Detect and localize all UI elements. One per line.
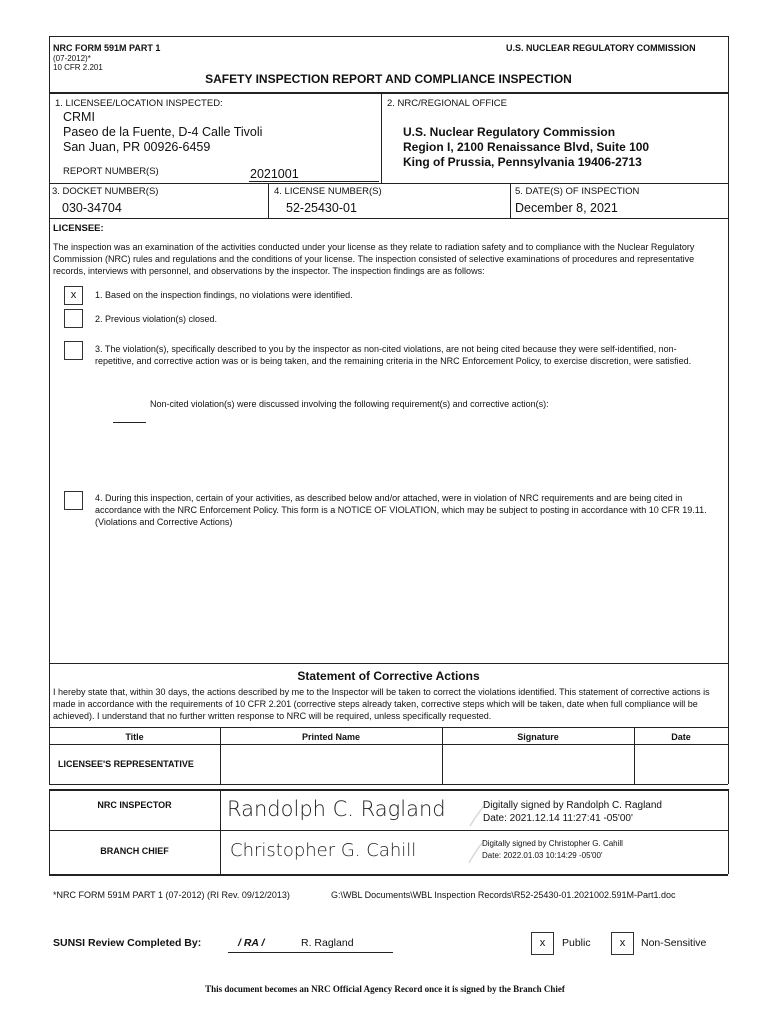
divider <box>249 181 379 182</box>
licensee-heading: LICENSEE: <box>53 223 104 234</box>
divider <box>510 183 511 218</box>
sunsi-reviewer-name: R. Ragland <box>301 937 354 949</box>
item-4-text: 4. During this inspection, certain of your activities, as described below and/or attached, were in violation of NRC requirements and are being cited in accordance with the NRC Enforcement Policy. This form is a NOTICE OF VIOLATION, which may be subject to posting in accordance with 10 CFR 19.11. (Violations and Corrective Actions) <box>95 493 707 527</box>
divider <box>220 789 221 874</box>
frame-right <box>728 36 729 784</box>
checkbox-public[interactable]: x <box>531 932 554 955</box>
divider <box>728 789 729 874</box>
frame-top <box>49 36 728 37</box>
dates-label: 5. DATE(S) OF INSPECTION <box>515 186 640 197</box>
inspector-signature-line2: Date: 2021.12.14 11:27:41 -05'00' <box>483 813 633 824</box>
divider <box>381 93 382 183</box>
divider <box>49 727 728 728</box>
chief-name: Christopher G. Cahill <box>230 840 417 861</box>
intro-paragraph: The inspection was an examination of the activities conducted under your license as they relate to radiation safety and to compliance with the Nuclear Regulatory Commission (NRC) rules and regulations and the conditions of your license. The inspection consisted of selective examinations of procedures and representative records, interviews with personnel, and observations by the inspector. The inspection findings are as follows: <box>53 242 695 276</box>
divider <box>49 663 728 664</box>
report-number: 2021001 <box>250 167 299 181</box>
checkbox-previous-closed[interactable] <box>64 309 83 328</box>
licensee-rep-label: LICENSEE'S REPRESENTATIVE <box>58 759 194 769</box>
item-3-text: 3. The violation(s), specifically described to you by the inspector as non-cited violations, are not being cited because they were self-identified, non-repetitive, and corrective action was or is being taken, and the remaining criteria in the NRC Enforcement Policy, to exercise discretion, were satisfied. <box>95 344 692 366</box>
form-rev: (07-2012)* <box>53 54 91 63</box>
checkbox-non-sensitive[interactable]: x <box>611 932 634 955</box>
inspection-date: December 8, 2021 <box>515 201 618 215</box>
divider <box>49 830 728 831</box>
office-line3: King of Prussia, Pennsylvania 19406-2713 <box>403 155 642 169</box>
col-title: Title <box>125 732 144 742</box>
inspector-name: Randolph C. Ragland <box>227 797 446 821</box>
blank-line <box>113 422 146 423</box>
chief-signature-line2: Date: 2022.01.03 10:14:29 -05'00' <box>482 851 603 860</box>
noncited-text: Non-cited violation(s) were discussed involving the following requirement(s) and corrective action(s): <box>150 399 549 409</box>
chief-signature-line1: Digitally signed by Christopher G. Cahill <box>482 839 623 848</box>
checkbox-violations-cited[interactable] <box>64 491 83 510</box>
office-line2: Region I, 2100 Renaissance Blvd, Suite 100 <box>403 140 650 154</box>
docket-label: 3. DOCKET NUMBER(S) <box>52 186 159 197</box>
divider <box>49 218 728 219</box>
col-date: Date <box>671 732 691 742</box>
licensee-address2: San Juan, PR 00926-6459 <box>63 140 211 154</box>
form-cfr: 10 CFR 2.201 <box>53 63 103 72</box>
divider <box>49 874 728 876</box>
branch-chief-label: BRANCH CHIEF <box>100 846 169 856</box>
licensee-name: CRMI <box>63 110 95 124</box>
office-label: 2. NRC/REGIONAL OFFICE <box>387 98 507 109</box>
report-number-label: REPORT NUMBER(S) <box>63 166 159 177</box>
license-label: 4. LICENSE NUMBER(S) <box>274 186 382 197</box>
col-signature: Signature <box>517 732 559 742</box>
public-label: Public <box>562 937 591 949</box>
checkbox-no-violations[interactable]: x <box>64 286 83 305</box>
item-2-text: 2. Previous violation(s) closed. <box>95 314 218 324</box>
agency-name: U.S. NUCLEAR REGULATORY COMMISSION <box>506 43 696 53</box>
sunsi-ra: / RA / <box>238 937 265 949</box>
document-path: G:\WBL Documents\WBL Inspection Records\R52-25430-01.2021002.591M-Part1.doc <box>331 890 676 900</box>
licensee-label: 1. LICENSEE/LOCATION INSPECTED: <box>55 98 223 109</box>
divider <box>268 183 269 218</box>
office-line1: U.S. Nuclear Regulatory Commission <box>403 125 616 139</box>
item-1-text: 1. Based on the inspection findings, no violations were identified. <box>95 290 353 300</box>
statement-text: I hereby state that, within 30 days, the actions described by me to the Inspector will be taken to correct the violations identified. This statement of corrective actions is made in accordance with the requirements of 10 CFR 2.201 (corrective steps already taken, corrective steps which will be taken, date when full compliance will be achieved). I understand that no further written response to NRC will be required, unless specifically requested. <box>53 687 710 721</box>
statement-title: Statement of Corrective Actions <box>297 669 480 683</box>
col-printed-name: Printed Name <box>301 732 361 742</box>
page-title: SAFETY INSPECTION REPORT AND COMPLIANCE INSPECTION <box>205 72 572 86</box>
license-number: 52-25430-01 <box>286 201 357 215</box>
form-name: NRC FORM 591M PART 1 <box>53 43 161 53</box>
divider <box>49 784 728 785</box>
divider <box>49 789 728 791</box>
signature-line <box>228 952 393 953</box>
sunsi-label: SUNSI Review Completed By: <box>53 937 202 949</box>
nrc-inspector-label: NRC INSPECTOR <box>97 800 172 810</box>
non-sensitive-label: Non-Sensitive <box>641 937 707 949</box>
divider <box>49 92 728 94</box>
official-record-note: This document becomes an NRC Official Agency Record once it is signed by the Branch Chief <box>205 984 565 994</box>
divider <box>49 183 728 184</box>
docket-number: 030-34704 <box>62 201 122 215</box>
inspector-signature-line1: Digitally signed by Randolph C. Ragland <box>483 800 662 811</box>
form-revision-note: *NRC FORM 591M PART 1 (07-2012) (RI Rev. 09/12/2013) <box>53 890 290 900</box>
checkbox-non-cited[interactable] <box>64 341 83 360</box>
licensee-address1: Paseo de la Fuente, D-4 Calle Tivoli <box>63 125 263 139</box>
divider <box>49 744 728 745</box>
